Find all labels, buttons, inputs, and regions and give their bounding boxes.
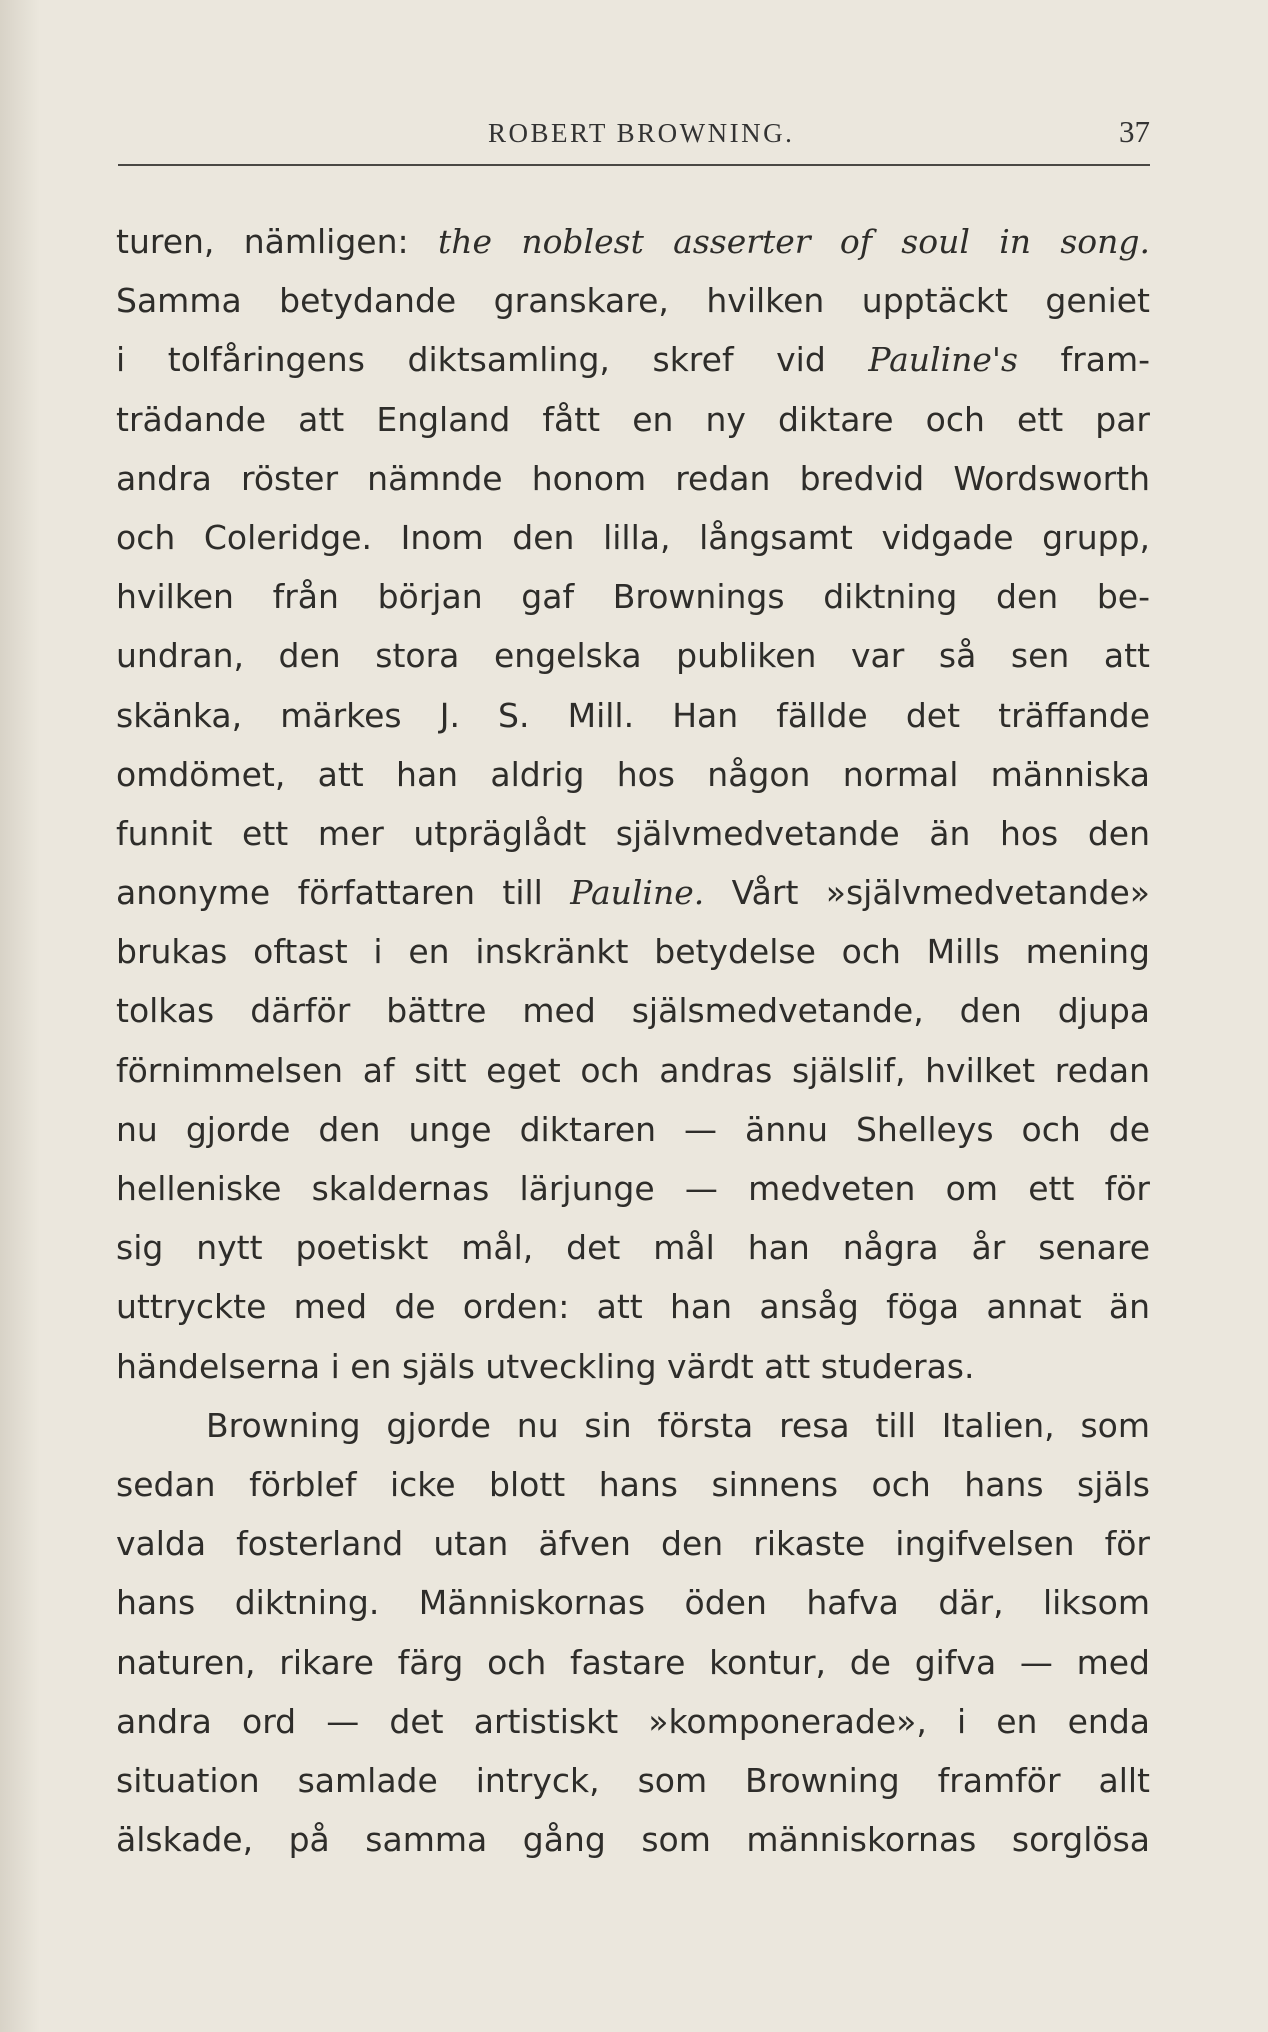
text-line: älskade, på samma gång som människornas sorglösa [116,1820,1150,1860]
text-line: i tolfåringens diktsamling, skref vid Pauline's fram- [116,340,1150,380]
text-line: undran, den stora engelska publiken var så sen att [116,636,1150,676]
text-line: situation samlade intryck, som Browning framför allt [116,1760,1150,1800]
page-header [118,110,1150,160]
text-line: andra röster nämnde honom redan bredvid Wordsworth [116,458,1150,498]
text-line: naturen, rikare färg och fastare kontur, de gifva — med [116,1642,1150,1682]
text-line: anonyme författaren till Pauline. Vårt »självmedvetande» [116,873,1150,913]
text-line: sedan förblef icke blott hans sinnens och hans själs [116,1464,1150,1504]
page-gutter-shadow [0,0,40,2032]
text-line: skänka, märkes J. S. Mill. Han fällde det träffande [116,695,1150,735]
text-line: brukas oftast i en inskränkt betydelse och Mills mening [116,932,1150,972]
text-line: händelserna i en själs utveckling värdt att studeras. [116,1346,975,1386]
header-rule [118,164,1150,166]
text-line: turen, nämligen: the noblest asserter of soul in song. [116,222,1150,261]
body-text [116,212,1150,1869]
text-line: andra ord — det artistiskt »komponerade», i en enda [116,1701,1150,1741]
text-line: Samma betydande granskare, hvilken upptäckt geniet [116,281,1150,321]
text-line: tolkas därför bättre med själsmedvetande, den djupa [116,991,1150,1031]
text-line: uttryckte med de orden: att han ansåg föga annat än [116,1287,1150,1327]
text-line: hvilken från början gaf Brownings diktning den be- [116,577,1150,617]
text-line: sig nytt poetiskt mål, det mål han några år senare [116,1228,1150,1268]
text-line: funnit ett mer utpräglådt självmedvetande än hos den [116,813,1150,853]
running-title: ROBERT BROWNING. [488,118,795,148]
text-line: nu gjorde den unge diktaren — ännu Shelleys och de [116,1109,1150,1149]
text-line: förnimmelsen af sitt eget och andras själslif, hvilket redan [116,1050,1150,1090]
page-number: 37 [1119,114,1150,149]
text-line: hans diktning. Människornas öden hafva där, liksom [116,1583,1150,1623]
text-line: helleniske skaldernas lärjunge — medveten om ett för [116,1169,1150,1208]
text-line: Browning gjorde nu sin första resa till Italien, som [206,1405,1150,1445]
text-line: omdömet, att han aldrig hos någon normal människa [116,754,1150,794]
text-line: trädande att England fått en ny diktare och ett par [116,399,1150,439]
text-line: valda fosterland utan äfven den rikaste ingifvelsen för [116,1524,1150,1564]
text-line: och Coleridge. Inom den lilla, långsamt vidgade grupp, [116,517,1150,557]
